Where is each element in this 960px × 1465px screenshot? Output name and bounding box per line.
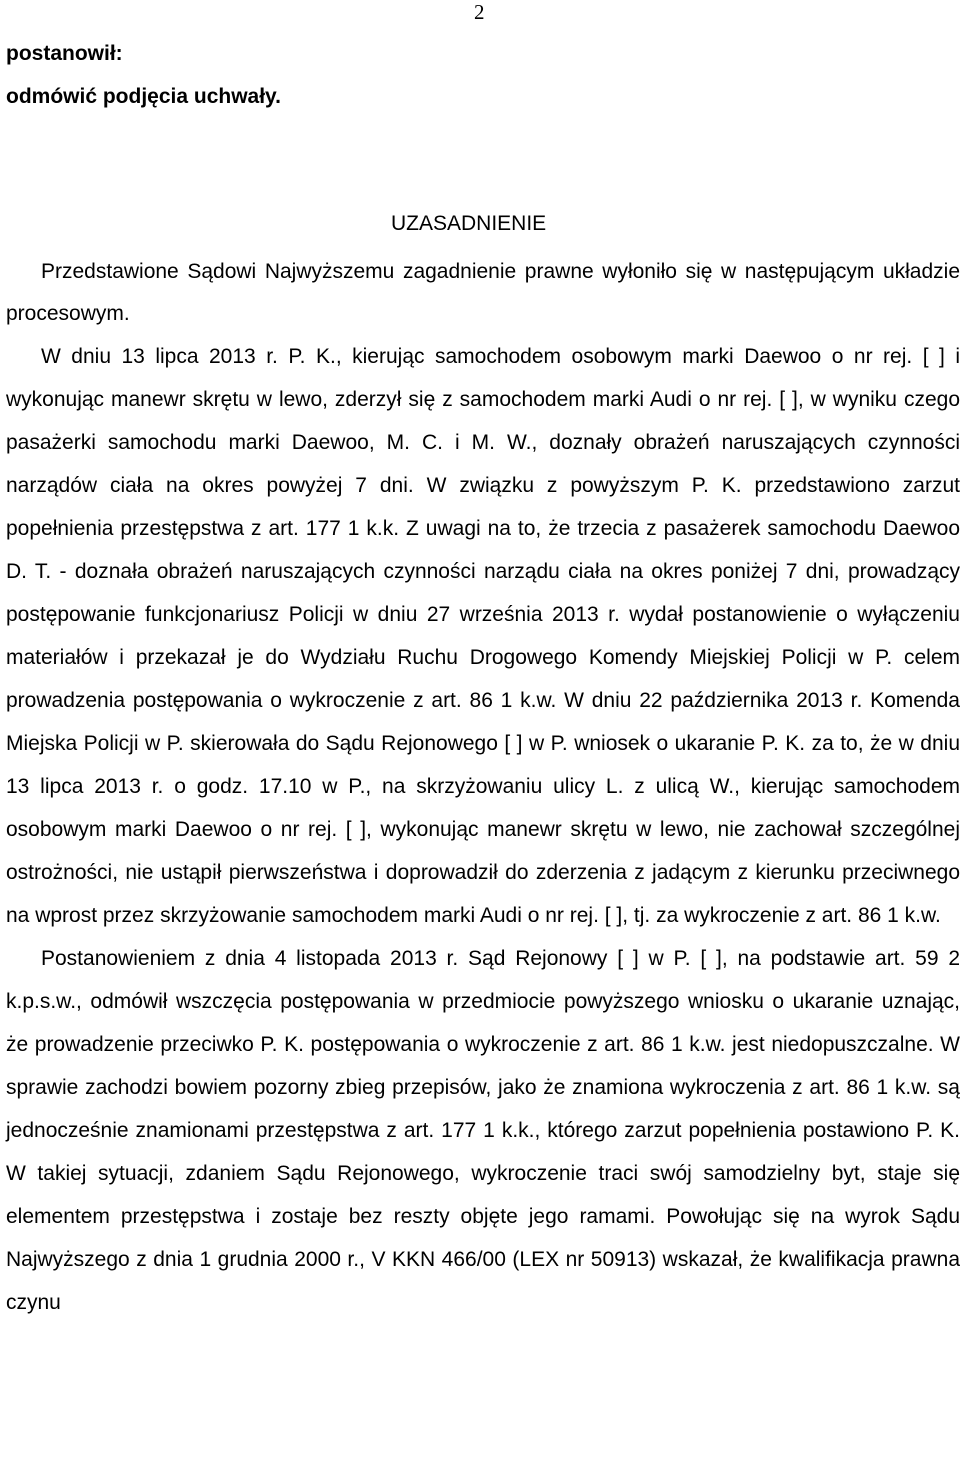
- page-number: 2: [474, 0, 485, 24]
- paragraph: Przedstawione Sądowi Najwyższemu zagadnienie prawne wyłoniło się w następującym układzie procesowym.: [6, 260, 960, 325]
- document-body: [6, 251, 960, 1324]
- paragraph: Postanowieniem z dnia 4 listopada 2013 r. Sąd Rejonowy [ ] w P. [ ], na podstawie art. 59 2 k.p.s.w., odmówił wszczęcia postępowania w przedmiocie powyższego wniosku o ukaranie uznając, że prowadzenie przeciwko P. K. postępowania o wykroczenie z art. 86 1 k.w. jest niedopuszczalne. W sprawie zachodzi bowiem pozorny zbieg przepisów, jako że znamiona wykroczenia z art. 86 1 k.w. są jednocześnie znamionami przestępstwa z art. 177 1 k.k., którego zarzut popełnienia postawiono P. K. W takiej sytuacji, zdaniem Sądu Rejonowego, wykroczenie traci swój samodzielny byt, staje się elementem przestępstwa i zostaje bez reszty objęte jego ramami. Powołując się na wyrok Sądu Najwyższego z dnia 1 grudnia 2000 r., V KKN 466/00 (LEX nr 50913) wskazał, że kwalifikacja prawna czynu: [6, 947, 960, 1314]
- decision-line-1: postanowił:: [6, 42, 123, 65]
- paragraph: W dniu 13 lipca 2013 r. P. K., kierując samochodem osobowym marki Daewoo o nr rej. [ ] i wykonując manewr skrętu w lewo, zderzył się z samochodem marki Audi o nr rej. [ ], w wyniku czego pasażerki samochodu marki Daewoo, M. C. i M. W., doznały obrażeń naruszających czynności narządów ciała na okres powyżej 7 dni. W związku z powyższym P. K. przedstawiono zarzut popełnienia przestępstwa z art. 177 1 k.k. Z uwagi na to, że trzecia z pasażerek samochodu Daewoo D. T. - doznała obrażeń naruszających czynności narządu ciała na okres poniżej 7 dni, prowadzący postępowanie funkcjonariusz Policji w dniu 27 września 2013 r. wydał postanowienie o wyłączeniu materiałów i przekazał je do Wydziału Ruchu Drogowego Komendy Miejskiej Policji w P. celem prowadzenia postępowania o wykroczenie z art. 86 1 k.w. W dniu 22 października 2013 r. Komenda Miejska Policji w P. skierowała do Sądu Rejonowego [ ] w P. wniosek o ukaranie P. K. za to, że w dniu 13 lipca 2013 r. o godz. 17.10 w P., na skrzyżowaniu ulicy L. z ulicą W., kierując samochodem osobowym marki Daewoo o nr rej. [ ], wykonując manewr skrętu w lewo, nie zachował szczególnej ostrożności, nie ustąpił pierwszeństwa i doprowadził do zderzenia z jadącym z kierunku przeciwnego na wprost przez skrzyżowanie samochodem marki Audi o nr rej. [ ], tj. za wykroczenie z art. 86 1 k.w.: [6, 345, 960, 927]
- decision-line-2: odmówić podjęcia uchwały.: [6, 85, 281, 108]
- section-heading: UZASADNIENIE: [391, 212, 547, 235]
